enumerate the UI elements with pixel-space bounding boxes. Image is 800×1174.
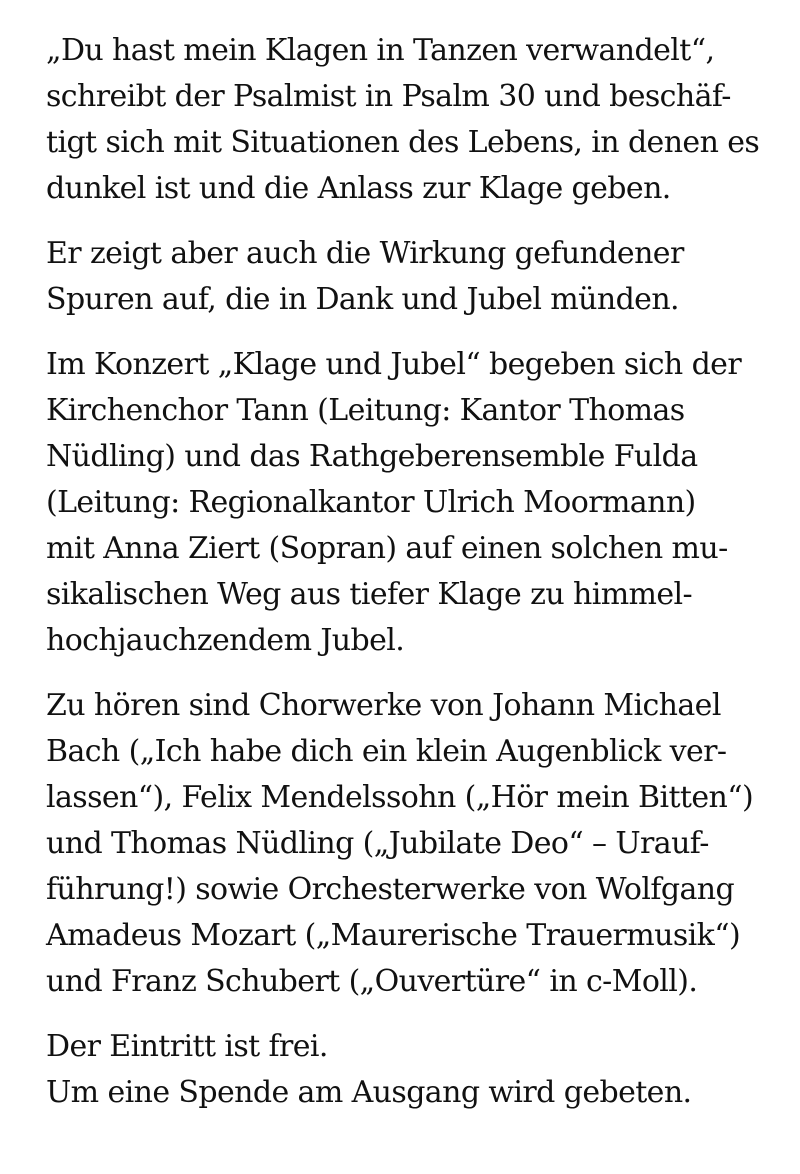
text-line: hochjauchzendem Jubel. <box>46 623 405 658</box>
paragraph-program <box>46 683 786 1005</box>
text-line: Er zeigt aber auch die Wirkung gefundener <box>46 236 684 271</box>
text-line: dunkel ist und die Anlass zur Klage geben. <box>46 171 671 206</box>
text-line: Bach („Ich habe dich ein klein Augenblick ver- <box>46 734 727 769</box>
text-line: Kirchenchor Tann (Leitung: Kantor Thomas <box>46 393 685 428</box>
paragraph-admission <box>46 1024 786 1116</box>
paragraph-psalm-intro <box>46 28 786 212</box>
text-line: Der Eintritt ist frei. <box>46 1029 328 1064</box>
text-line: „Du hast mein Klagen in Tanzen verwandelt“, <box>46 33 715 68</box>
text-line: mit Anna Ziert (Sopran) auf einen solchen mu- <box>46 531 728 566</box>
text-line: und Franz Schubert („Ouvertüre“ in c-Moll). <box>46 964 698 999</box>
text-line: lassen“), Felix Mendelssohn („Hör mein Bitten“) <box>46 780 754 815</box>
paragraph-concert <box>46 342 786 664</box>
text-line: Im Konzert „Klage und Jubel“ begeben sich der <box>46 347 742 382</box>
text-line: führung!) sowie Orchesterwerke von Wolfgang <box>46 872 735 907</box>
document-body <box>46 28 786 1135</box>
text-line: Nüdling) und das Rathgeberensemble Fulda <box>46 439 698 474</box>
paragraph-effect <box>46 231 786 323</box>
text-line: (Leitung: Regionalkantor Ulrich Moormann) <box>46 485 696 520</box>
text-line: sikalischen Weg aus tiefer Klage zu himmel- <box>46 577 693 612</box>
text-line: Spuren auf, die in Dank und Jubel münden. <box>46 282 679 317</box>
text-line: Um eine Spende am Ausgang wird gebeten. <box>46 1075 692 1110</box>
text-line: Zu hören sind Chorwerke von Johann Michael <box>46 688 721 723</box>
text-line: tigt sich mit Situationen des Lebens, in denen es <box>46 125 760 160</box>
text-line: Amadeus Mozart („Maurerische Trauermusik“) <box>46 918 741 953</box>
text-line: und Thomas Nüdling („Jubilate Deo“ – Urauf- <box>46 826 709 861</box>
text-line: schreibt der Psalmist in Psalm 30 und beschäf- <box>46 79 731 114</box>
